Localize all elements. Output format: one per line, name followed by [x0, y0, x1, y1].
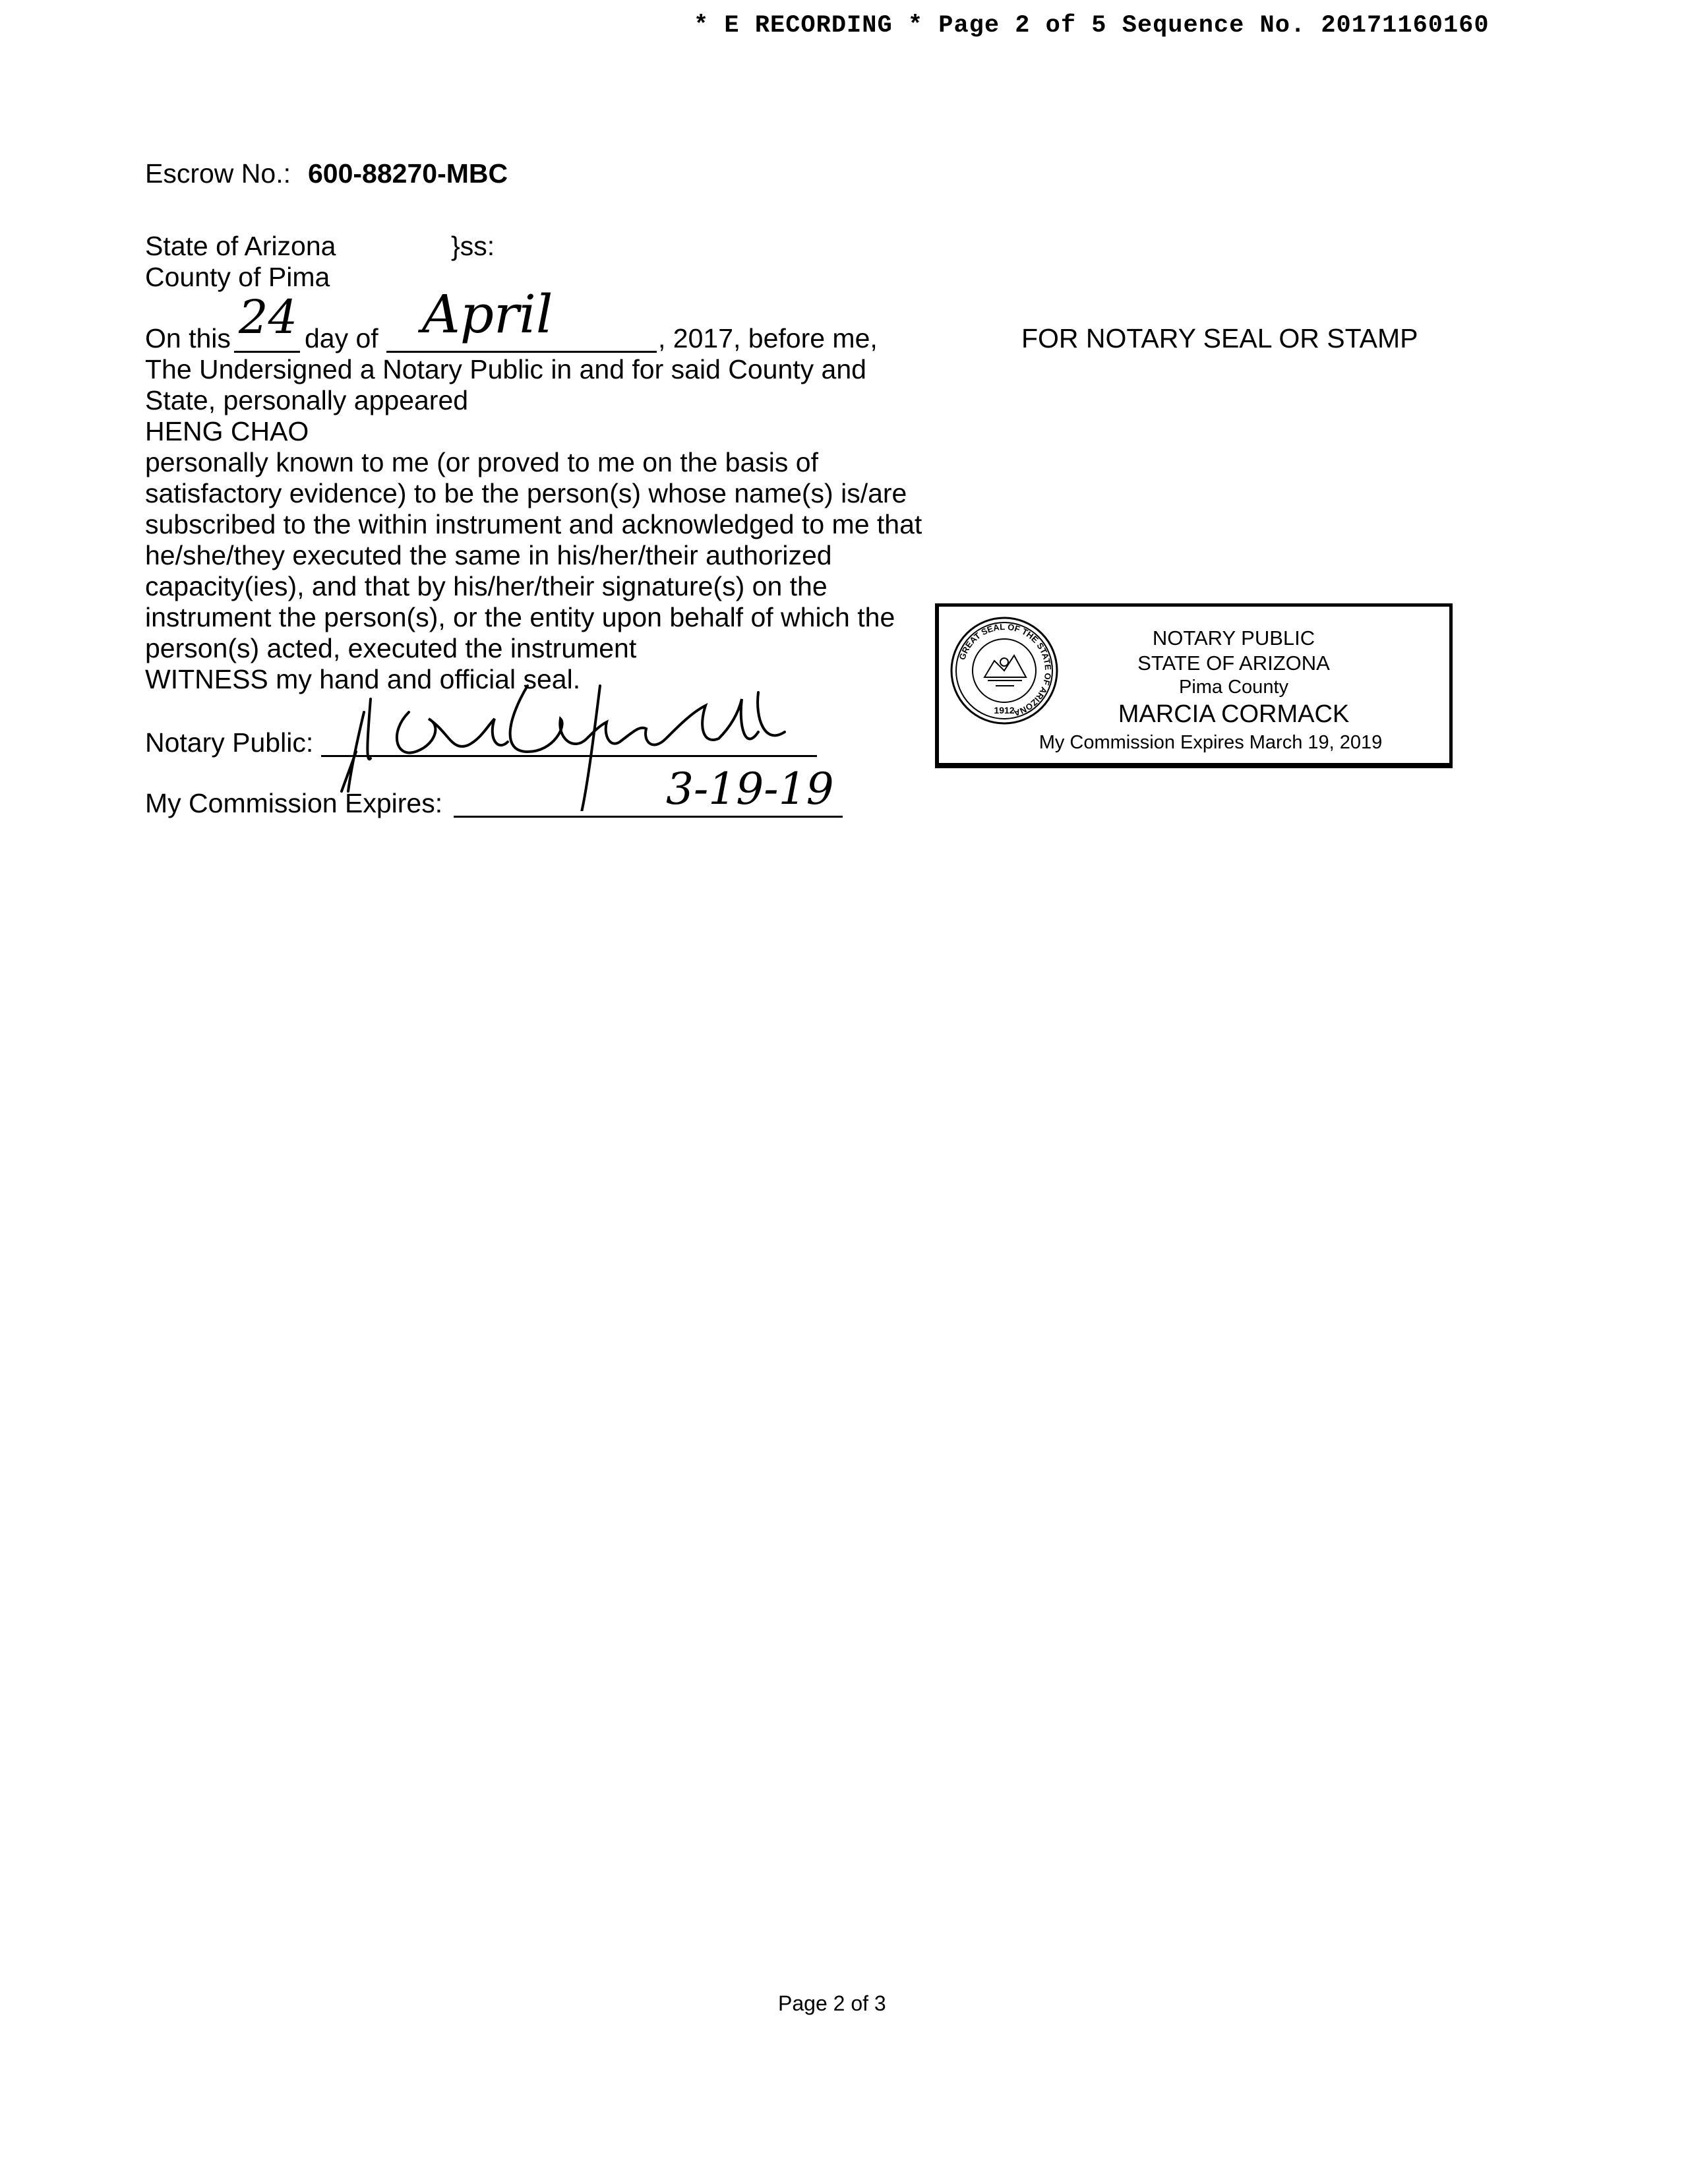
venue-state: State of Arizona	[145, 231, 336, 261]
stamp-state: STATE OF ARIZONA	[1137, 652, 1330, 675]
ack-line-2: The Undersigned a Notary Public in and for said County and	[145, 354, 866, 384]
stamp-notary-name: MARCIA CORMACK	[1118, 700, 1350, 728]
venue-ss: }ss:	[451, 231, 495, 261]
venue-county: County of Pima	[145, 262, 330, 292]
ack-line-9: capacity(ies), and that by his/her/their signature(s) on the	[145, 571, 828, 601]
escrow-number: 600-88270-MBC	[308, 158, 508, 189]
ack-year: , 2017, before me,	[658, 323, 878, 353]
appeared-name: HENG CHAO	[145, 416, 309, 446]
recording-header: * E RECORDING * Page 2 of 5 Sequence No. 20171160160	[694, 12, 1490, 40]
ack-line-3: State, personally appeared	[145, 385, 469, 415]
commission-expires-label: My Commission Expires:	[145, 788, 443, 818]
seal-text: GREAT SEAL OF THE STATE OF ARIZONA	[957, 621, 1054, 719]
ack-line-10: instrument the person(s), or the entity upon behalf of which the	[145, 602, 895, 632]
handwritten-day: 24	[239, 290, 298, 344]
seal-year: 1912	[994, 705, 1015, 715]
commission-expires-line	[454, 816, 843, 818]
ack-line-6: satisfactory evidence) to be the person(s) whose name(s) is/are	[145, 478, 907, 508]
stamp-title: NOTARY PUBLIC	[1152, 626, 1315, 650]
ack-day-of: day of	[305, 323, 378, 353]
ack-line-12: WITNESS my hand and official seal.	[145, 664, 581, 694]
stamp-commission-expiration: My Commission Expires March 19, 2019	[1039, 732, 1383, 753]
notary-public-label: Notary Public:	[145, 727, 314, 758]
day-blank-line	[234, 351, 300, 353]
ack-line-11: person(s) acted, executed the instrument	[145, 633, 637, 663]
handwritten-month: April	[422, 284, 553, 345]
ack-line-8: he/she/they executed the same in his/her/their authorized	[145, 540, 832, 570]
notary-stamp	[935, 603, 1453, 768]
notary-seal-label: FOR NOTARY SEAL OR STAMP	[1021, 323, 1418, 353]
ack-line-7: subscribed to the within instrument and acknowledged to me that	[145, 509, 922, 539]
handwritten-expiration: 3-19-19	[666, 764, 834, 814]
ack-on-this: On this	[145, 323, 231, 353]
month-blank-line	[386, 351, 657, 353]
escrow-label: Escrow No.:	[145, 158, 291, 189]
page-footer: Page 2 of 3	[778, 1991, 886, 2015]
ack-line-5: personally known to me (or proved to me on the basis of	[145, 447, 818, 477]
stamp-county: Pima County	[1178, 677, 1288, 698]
